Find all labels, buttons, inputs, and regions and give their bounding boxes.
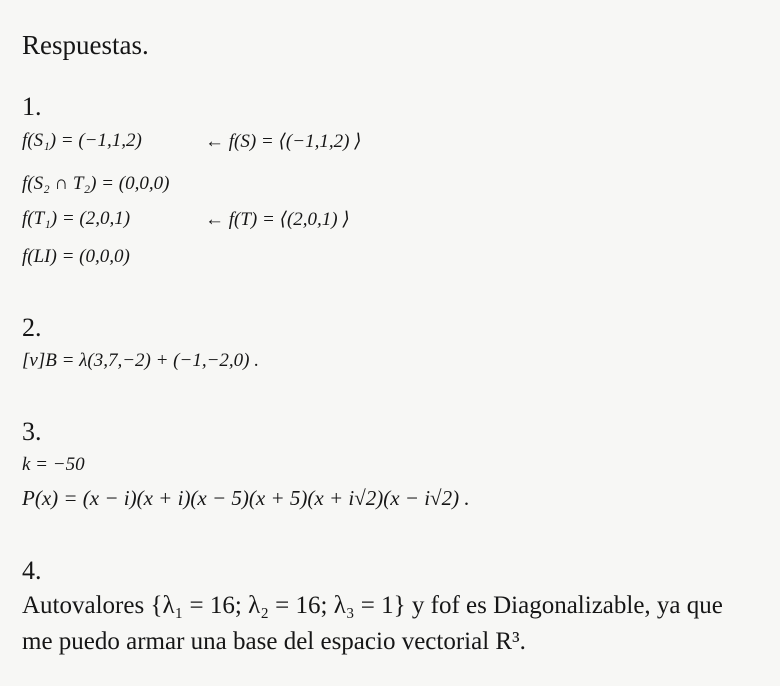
s2-line-1: [v]B = λ(3,7,−2) + (−1,−2,0) . <box>22 350 259 371</box>
s1-line-4: f(LI) = (0,0,0) <box>22 246 130 267</box>
section-4-number: 4. <box>22 556 42 585</box>
page-title: Respuestas. <box>22 30 149 60</box>
s1-line-3: f(T₁) = (2,0,1) <box>22 208 131 229</box>
section-3-number: 3. <box>22 417 42 446</box>
s1-note-2: ← f(T) = ⟨(2,0,1) ⟩ <box>205 209 350 230</box>
s1-line-1: f(S₁) = (−1,1,2) <box>22 130 142 151</box>
section-1-number: 1. <box>22 92 42 121</box>
s4-prose-2: me puedo armar una base del espacio vectorial R³. <box>22 628 526 655</box>
s1-note-1: ← f(S) = ⟨(−1,1,2) ⟩ <box>205 131 362 152</box>
section-2-number: 2. <box>22 313 42 342</box>
s4-prose-1: Autovalores {λ₁ = 16; λ₂ = 16; λ₃ = 1} y fof es Diagonalizable, ya que <box>22 592 723 619</box>
s3-line-1: k = −50 <box>22 454 85 475</box>
s3-line-2: P(x) = (x − i)(x + i)(x − 5)(x + 5)(x + i√2)(x − i√2) . <box>22 486 470 510</box>
s1-line-2: f(S₂ ∩ T₂) = (0,0,0) <box>22 173 170 194</box>
